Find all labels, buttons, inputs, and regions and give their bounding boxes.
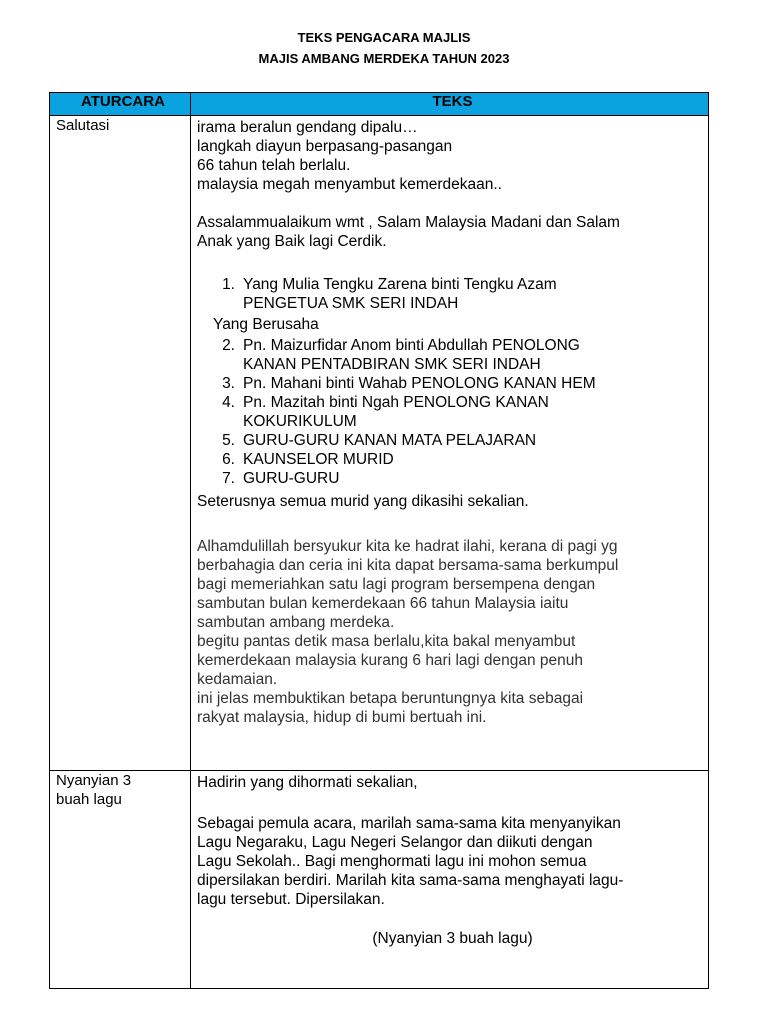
list-item: 6. KAUNSELOR MURID bbox=[222, 451, 394, 468]
poem bbox=[197, 118, 708, 194]
header-aturcara: ATURCARA bbox=[50, 93, 191, 116]
greeting-line: Assalammualaikum wmt , Salam Malaysia Madani dan Salam bbox=[197, 214, 620, 231]
row-label-salutasi: Salutasi bbox=[50, 116, 191, 771]
list-item: 1. Yang Mulia Tengku Zarena binti Tengku Azam PENGETUA SMK SERI INDAH bbox=[222, 276, 557, 312]
row-label-nyanyian: Nyanyian 3 buah lagu bbox=[50, 771, 191, 989]
table-header-row bbox=[50, 93, 709, 116]
guest-list bbox=[197, 275, 708, 313]
list-item: 7. GURU-GURU bbox=[222, 470, 340, 487]
greeting-line: Anak yang Baik lagi Cerdik. bbox=[197, 233, 387, 250]
closing-greeting: Seterusnya semua murid yang dikasihi sekalian. bbox=[197, 493, 529, 510]
poem-line: langkah diayun berpasang-pasangan bbox=[197, 138, 453, 155]
list-item: 5. GURU-GURU KANAN MATA PELAJARAN bbox=[222, 432, 537, 449]
greeting bbox=[197, 213, 708, 251]
opening-paragraph: Alhamdulillah bersyukur kita ke hadrat ilahi, kerana di pagi yg berbahagia dan ceria ini kita dapat bersama-sama berkumpul bagi memeriahkan satu lagi program bersempena dengan sambutan bulan kemerdekaan 66 tahun Malaysia iaitu sambutan ambang merdeka. begitu pantas detik masa berlalu,kita bakal menyambut kemerdekaan malaysia kurang 6 hari lagi dengan penuh kedamaian. ini jelas membuktikan betapa beruntungnya kita sebagai rakyat malaysia, hidup di bumi bertuah ini. bbox=[197, 538, 619, 726]
poem-line: irama beralun gendang dipalu… bbox=[197, 119, 418, 136]
document-title: TEKS PENGACARA MAJLIS bbox=[297, 30, 471, 45]
hadirin-line: Hadirin yang dihormati sekalian, bbox=[197, 774, 418, 791]
song-note: (Nyanyian 3 buah lagu) bbox=[372, 930, 533, 947]
row-text-nyanyian bbox=[191, 771, 709, 989]
poem-line: 66 tahun telah berlalu. bbox=[197, 157, 351, 174]
header-teks: TEKS bbox=[191, 93, 709, 116]
program-table bbox=[49, 92, 709, 989]
list-item: 3. Pn. Mahani binti Wahab PENOLONG KANAN HEM bbox=[222, 375, 596, 392]
list-item: 2. Pn. Maizurfidar Anom binti Abdullah PENOLONG KANAN PENTADBIRAN SMK SERI INDAH bbox=[222, 337, 580, 373]
table-row-nyanyian bbox=[50, 771, 709, 989]
song-paragraph: Sebagai pemula acara, marilah sama-sama kita menyanyikan Lagu Negaraku, Lagu Negeri Selangor dan diikuti dengan Lagu Sekolah.. Bagi menghormati lagu ini mohon semua dipersilakan berdiri. Marilah kita sama-sama menghayati lagu- lagu tersebut. Dipersilakan. bbox=[197, 815, 624, 908]
row-text-salutasi bbox=[191, 116, 709, 771]
table-row-salutasi bbox=[50, 116, 709, 771]
list-item: 4. Pn. Mazitah binti Ngah PENOLONG KANAN KOKURIKULUM bbox=[222, 394, 549, 430]
guest-list bbox=[197, 336, 708, 488]
poem-line: malaysia megah menyambut kemerdekaan.. bbox=[197, 176, 502, 193]
berusaha-label: Yang Berusaha bbox=[213, 316, 319, 333]
document-subtitle: MAJIS AMBANG MERDEKA TAHUN 2023 bbox=[258, 51, 510, 66]
